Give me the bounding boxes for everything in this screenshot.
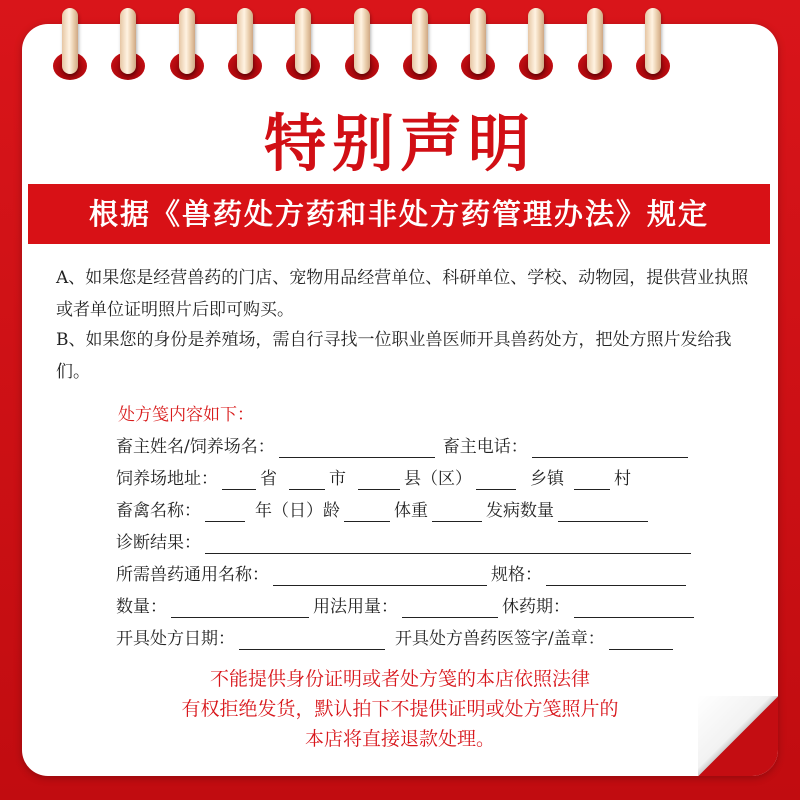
binder-ring-icon: [645, 8, 661, 74]
city-label: 市: [329, 469, 346, 489]
form-row-sign: [116, 618, 716, 650]
county-label: 县（区）: [404, 469, 472, 489]
paragraph-a: A、如果您是经营兽药的门店、宠物用品经营单位、科研单位、学校、动物园，提供营业执照或者单位证明照片后即可购买。: [56, 268, 749, 320]
signature-label: 开具处方兽药医签字/盖章：: [395, 629, 605, 649]
prescription-form: [116, 426, 716, 650]
spec-field[interactable]: [546, 563, 686, 586]
paragraph-b: B、如果您的身份是养殖场，需自行寻找一位职业兽医师开具兽药处方，把处方照片发给我们。: [56, 330, 732, 382]
notice-line-3: 本店将直接退款处理。: [304, 728, 495, 750]
form-row-drug: [116, 554, 716, 586]
village-field[interactable]: [574, 467, 610, 490]
withdrawal-field[interactable]: [574, 595, 694, 618]
binder-ring-icon: [62, 8, 78, 74]
quantity-field[interactable]: [171, 595, 309, 618]
binder-ring-icon: [412, 8, 428, 74]
drug-name-label: 所需兽药通用名称：: [116, 565, 269, 585]
drug-name-field[interactable]: [273, 563, 487, 586]
notice-line-1: 不能提供身份证明或者处方笺的本店依照法律: [209, 668, 590, 690]
diagnosis-label: 诊断结果：: [116, 533, 201, 553]
province-label: 省: [260, 469, 277, 489]
binder-ring-icon: [179, 8, 195, 74]
county-field[interactable]: [358, 467, 400, 490]
binder-ring-icon: [528, 8, 544, 74]
page-curl: [698, 696, 778, 776]
owner-name-label: 畜主姓名/饲养场名：: [116, 437, 275, 457]
form-row-usage: [116, 586, 716, 618]
form-row-owner: [116, 426, 716, 458]
notice-line-2: 有权拒绝发货，默认拍下不提供证明或处方笺照片的: [181, 698, 619, 720]
binder-rings: [0, 0, 800, 90]
township-label: 乡镇: [530, 469, 564, 489]
diagnosis-field[interactable]: [205, 531, 691, 554]
animal-name-field[interactable]: [205, 499, 245, 522]
binder-ring-icon: [587, 8, 603, 74]
form-row-animal: [116, 490, 716, 522]
binder-ring-icon: [470, 8, 486, 74]
city-field[interactable]: [289, 467, 325, 490]
sick-count-label: 发病数量: [486, 501, 554, 521]
date-label: 开具处方日期：: [116, 629, 235, 649]
owner-phone-field[interactable]: [532, 435, 688, 458]
quantity-label: 数量：: [116, 597, 167, 617]
owner-name-field[interactable]: [279, 435, 435, 458]
form-row-diagnosis: [116, 522, 716, 554]
withdrawal-label: 休药期：: [502, 597, 570, 617]
refund-notice: [0, 664, 800, 754]
binder-ring-icon: [354, 8, 370, 74]
village-label: 村: [614, 469, 631, 489]
animal-name-label: 畜禽名称：: [116, 501, 201, 521]
age-label: 年（日）龄: [255, 501, 340, 521]
spec-label: 规格：: [491, 565, 542, 585]
regulation-banner: 根据《兽药处方药和非处方药管理办法》规定: [28, 184, 770, 244]
province-field[interactable]: [222, 467, 256, 490]
page-title: 特别声明: [263, 107, 536, 180]
date-field[interactable]: [239, 627, 385, 650]
weight-label: 体重: [394, 501, 428, 521]
farm-address-label: 饲养场地址：: [116, 469, 218, 489]
weight-field[interactable]: [432, 499, 482, 522]
signature-field[interactable]: [609, 627, 673, 650]
form-row-address: [116, 458, 716, 490]
binder-ring-icon: [120, 8, 136, 74]
dosage-field[interactable]: [402, 595, 498, 618]
township-field[interactable]: [476, 467, 516, 490]
prescription-intro: 处方笺内容如下：: [118, 405, 254, 425]
sick-count-field[interactable]: [558, 499, 648, 522]
owner-phone-label: 畜主电话：: [442, 437, 528, 457]
age-field[interactable]: [344, 499, 390, 522]
binder-ring-icon: [295, 8, 311, 74]
dosage-label: 用法用量：: [313, 597, 398, 617]
binder-ring-icon: [237, 8, 253, 74]
